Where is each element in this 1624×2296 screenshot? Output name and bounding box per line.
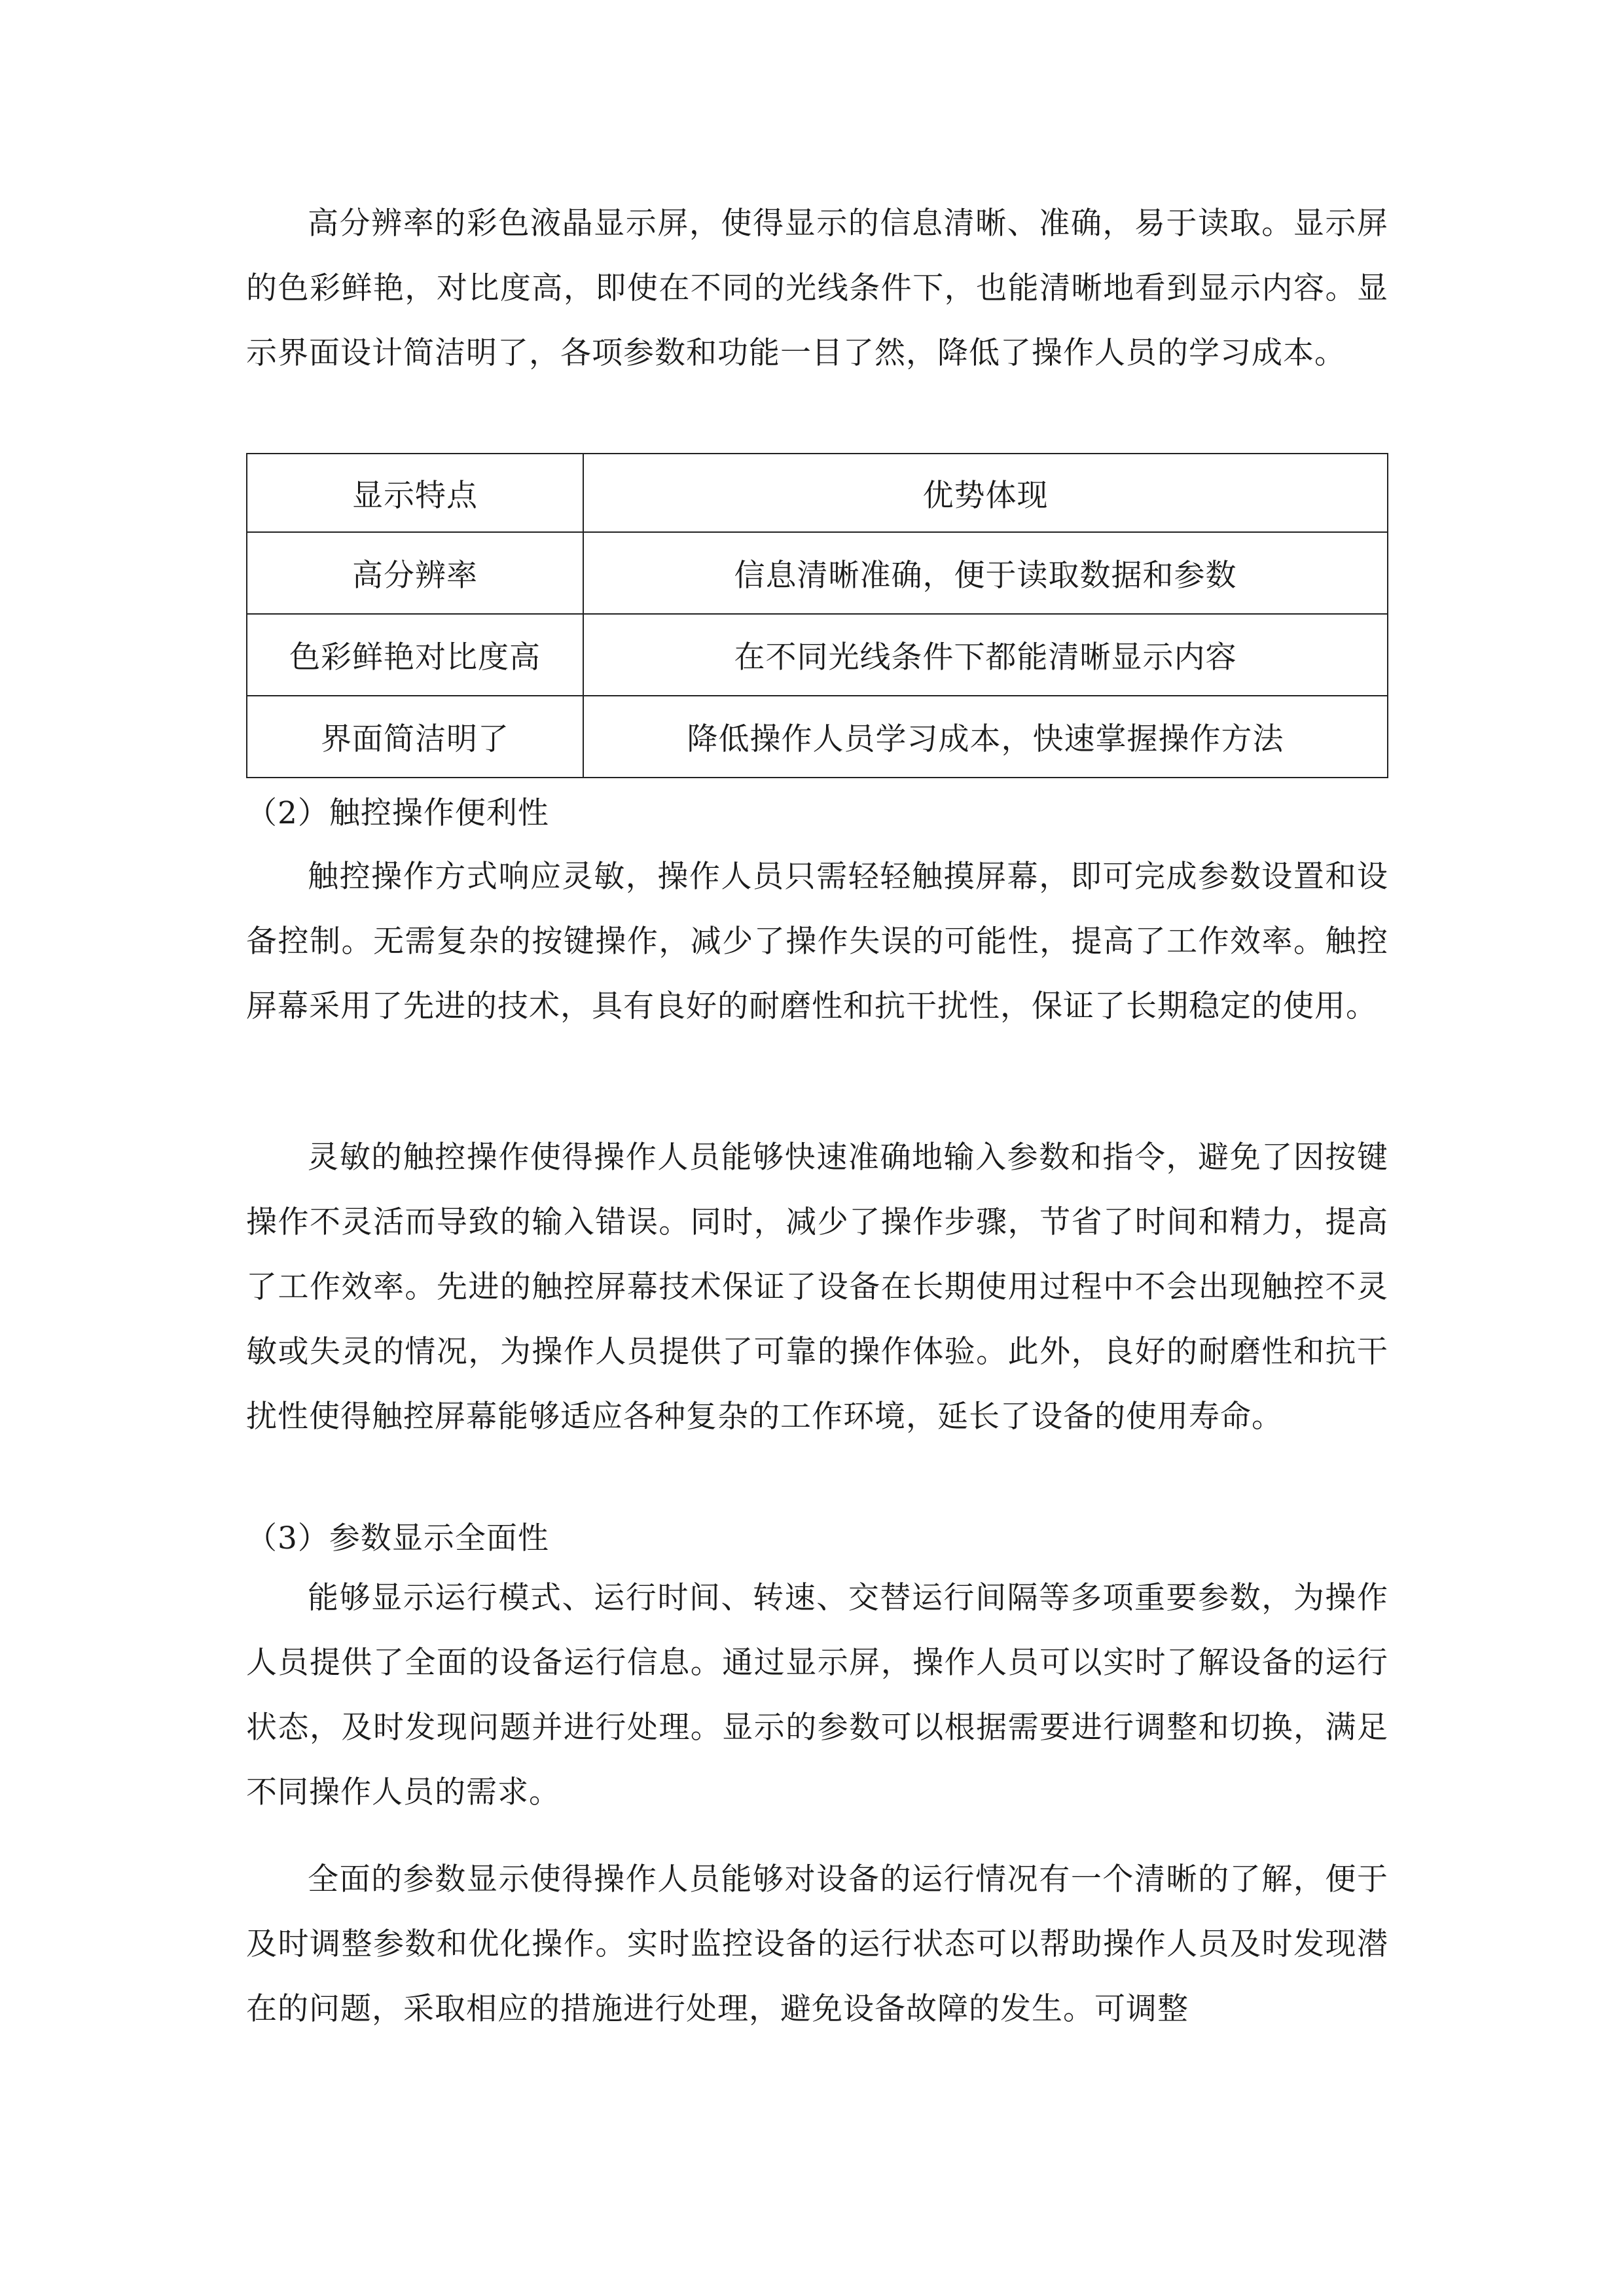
table-cell: 高分辨率 [247, 532, 583, 614]
table-cell: 降低操作人员学习成本，快速掌握操作方法 [583, 696, 1388, 778]
table-cell: 界面简洁明了 [247, 696, 583, 778]
paragraph-touch-operation: 触控操作方式响应灵敏，操作人员只需轻轻触摸屏幕，即可完成参数设置和设备控制。无需复杂的按键操作，减少了操作失误的可能性，提高了工作效率。触控屏幕采用了先进的技术，具有良好的耐磨性和抗干扰性，保证了长期稳定的使用。 [246, 859, 1388, 1024]
table-cell: 信息清晰准确，便于读取数据和参数 [583, 532, 1388, 614]
paragraph-parameter-benefits: 全面的参数显示使得操作人员能够对设备的运行情况有一个清晰的了解，便于及时调整参数和优化操作。实时监控设备的运行状态可以帮助操作人员及时发现潜在的问题，采取相应的措施进行处理，避免设备故障的发生。可调整 [246, 1861, 1388, 2027]
display-features-table [246, 453, 1388, 778]
table-header-row [247, 454, 1388, 532]
section-heading-touch: （2）触控操作便利性 [246, 795, 549, 831]
table-row [247, 696, 1388, 778]
section-heading-parameters: （3）参数显示全面性 [246, 1520, 549, 1556]
table-row [247, 614, 1388, 696]
table-header-cell: 优势体现 [583, 454, 1388, 532]
table-header-cell: 显示特点 [247, 454, 583, 532]
paragraph-touch-benefits: 灵敏的触控操作使得操作人员能够快速准确地输入参数和指令，避免了因按键操作不灵活而导致的输入错误。同时，减少了操作步骤，节省了时间和精力，提高了工作效率。先进的触控屏幕技术保证了设备在长期使用过程中不会出现触控不灵敏或失灵的情况，为操作人员提供了可靠的操作体验。此外，良好的耐磨性和抗干扰性使得触控屏幕能够适应各种复杂的工作环境，延长了设备的使用寿命。 [246, 1139, 1388, 1435]
table-row [247, 532, 1388, 614]
paragraph-display-intro: 高分辨率的彩色液晶显示屏，使得显示的信息清晰、准确，易于读取。显示屏的色彩鲜艳，对比度高，即使在不同的光线条件下，也能清晰地看到显示内容。显示界面设计简洁明了，各项参数和功能一目了然，降低了操作人员的学习成本。 [246, 206, 1388, 371]
paragraph-parameter-display: 能够显示运行模式、运行时间、转速、交替运行间隔等多项重要参数，为操作人员提供了全面的设备运行信息。通过显示屏，操作人员可以实时了解设备的运行状态，及时发现问题并进行处理。显示的参数可以根据需要进行调整和切换，满足不同操作人员的需求。 [246, 1580, 1388, 1810]
table-cell: 在不同光线条件下都能清晰显示内容 [583, 614, 1388, 696]
table-cell: 色彩鲜艳对比度高 [247, 614, 583, 696]
